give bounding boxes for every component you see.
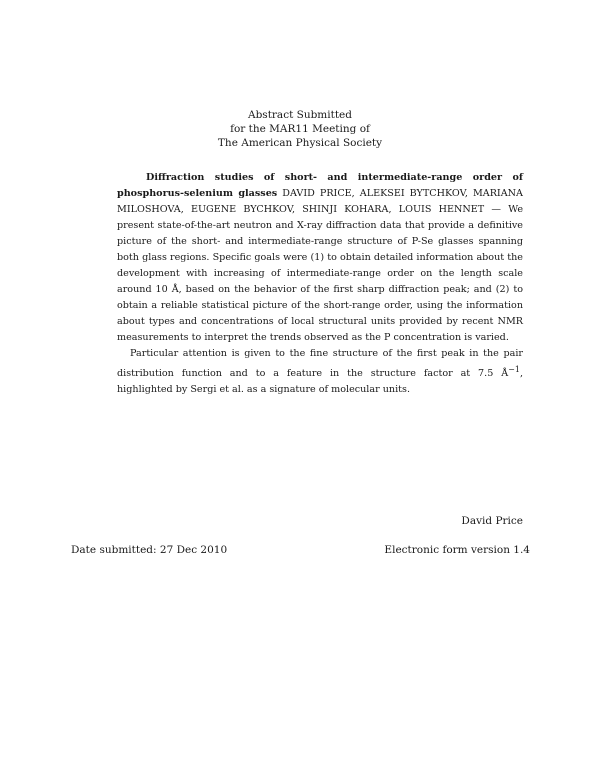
abstract-block [117,170,523,398]
abstract-paragraph-1 [117,170,523,346]
signature: David Price [461,515,523,527]
form-version: Electronic form version 1.4 [384,544,530,556]
header-line-3: The American Physical Society [217,137,383,149]
abstract-body-1: — We present state-of-the-art neutron and X-ray diffraction data that provide a definitive picture of the short- and intermediate-range structure of P-Se glasses spanning both glass regions. Specific goals were (1) to obtain detailed information about the development with increasing of intermediate-range order on the length scale around 10 Å, based on the behavior of the first sharp diffraction peak; and (2) to obtain a reliable statistical picture of the short-range order, using the information about types and concentrations of local structural units provided by recent NMR measurements to interpret the trends observed as the P concentration is varied. [117,204,524,343]
footer [71,544,530,556]
header-line-2: for the MAR11 Meeting of [230,123,370,135]
abstract-title: Diffraction studies of short- and intermediate-range order of phosphorus-selenium glasses [117,172,523,199]
abstract-paragraph-2 [117,346,523,398]
date-submitted: Date submitted: 27 Dec 2010 [71,544,228,556]
submission-header [0,108,600,150]
abstract-authors: DAVID PRICE, ALEKSEI BYTCHKOV, MARIANA MILOSHOVA, EUGENE BYCHKOV, SHINJI KOHARA, LOUIS HENNET [117,188,523,215]
header-line-1: Abstract Submitted [248,109,352,121]
abstract-body-2-post: , highlighted by Sergi et al. as a signature of molecular units. [117,368,523,396]
abstract-body-2-superscript: −1 [508,365,520,374]
abstract-body-2-pre: Particular attention is given to the fine structure of the first peak in the pair distribution function and to a feature in the structure factor at 7.5 Å [117,348,523,380]
